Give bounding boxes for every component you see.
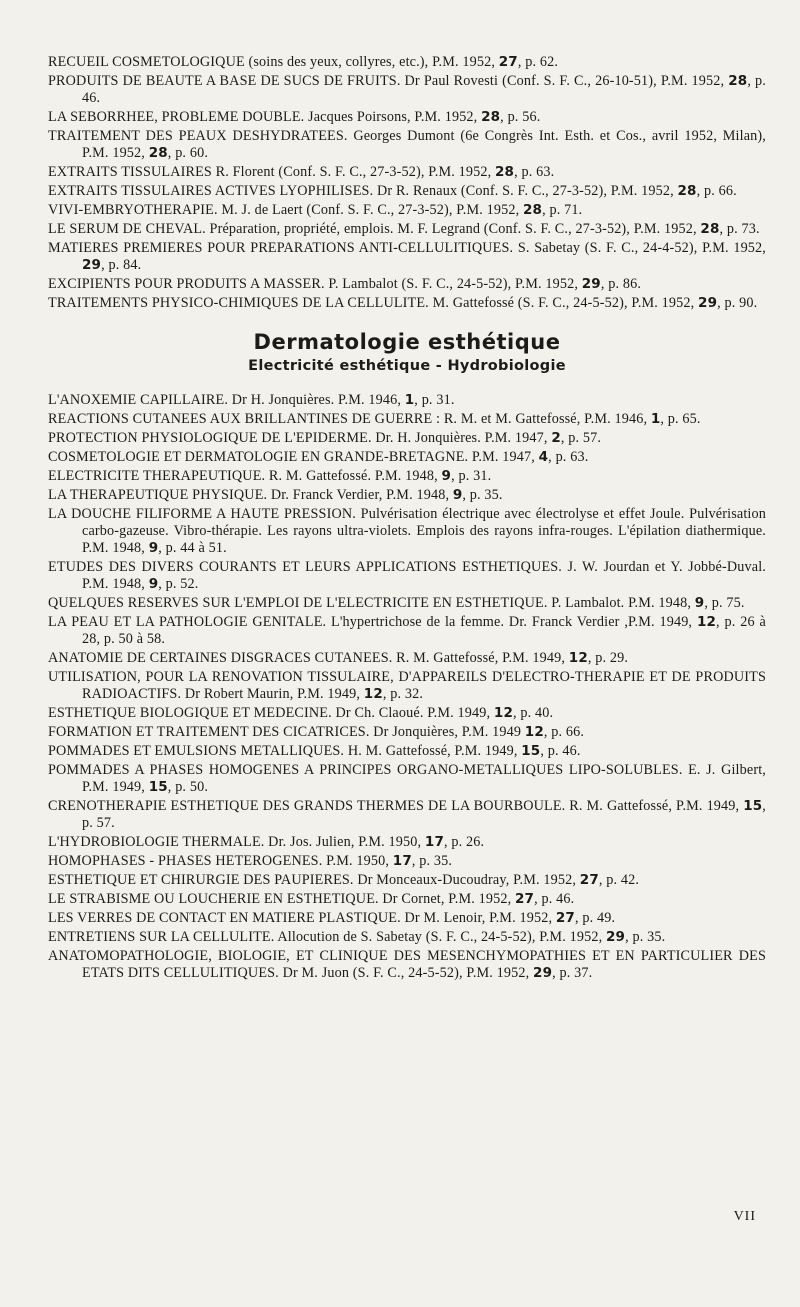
page-reference: , p. 31. — [414, 392, 455, 408]
entry-text: POMMADES ET EMULSIONS METALLIQUES. H. M. Gattefossé, P.M. 1949, — [48, 743, 522, 759]
entry-text: PRODUITS DE BEAUTE A BASE DE SUCS DE FRUITS. Dr Paul Rovesti (Conf. S. F. C., 26-10-51), P.M. 1952, — [48, 73, 729, 89]
index-entry — [48, 487, 766, 504]
entry-text: ESTHETIQUE ET CHIRURGIE DES PAUPIERES. Dr Monceaux-Ducoudray, P.M. 1952, — [48, 872, 580, 888]
index-entry — [48, 506, 766, 557]
entry-text: LA SEBORRHEE, PROBLEME DOUBLE. Jacques Poirsons, P.M. 1952, — [48, 109, 482, 125]
issue-number: 17 — [392, 853, 412, 869]
issue-number: 28 — [148, 145, 168, 161]
entry-text: REACTIONS CUTANEES AUX BRILLANTINES DE GUERRE : R. M. et M. Gattefossé, P.M. 1946, — [48, 411, 651, 427]
page-reference: , p. 57. — [560, 430, 602, 446]
entry-text: ANATOMIE DE CERTAINES DISGRACES CUTANEES. R. M. Gattefossé, P.M. 1949, — [48, 650, 569, 666]
entry-text: ANATOMOPATHOLOGIE, BIOLOGIE, ET CLINIQUE DES MESENCHYMOPATHIES ET EN PARTICULIER DES ETATS DITS CELLULITIQUES. Dr M. Juon (S. F. C., 24-5-52), P.M. 1952, — [48, 948, 766, 981]
section-title: Dermatologie esthétique — [253, 330, 561, 354]
page-reference: , p. 90. — [717, 295, 758, 311]
entry-text: FORMATION ET TRAITEMENT DES CICATRICES. Dr Jonquières, P.M. 1949 — [48, 724, 525, 740]
page-reference: , p. 29. — [587, 650, 629, 666]
page-reference: , p. 60. — [167, 145, 209, 161]
issue-number: 12 — [568, 650, 588, 666]
index-entry — [48, 164, 766, 181]
page-reference: , p. 40. — [513, 705, 554, 721]
entry-text: MATIERES PREMIERES POUR PREPARATIONS ANTI-CELLULITIQUES. S. Sabetay (S. F. C., 24-4-52), P.M. 1952, — [48, 240, 766, 256]
issue-number: 17 — [424, 834, 444, 850]
entry-text: ELECTRICITE THERAPEUTIQUE. R. M. Gattefossé. P.M. 1948, — [48, 468, 442, 484]
entry-text: PROTECTION PHYSIOLOGIQUE DE L'EPIDERME. Dr. H. Jonquières. P.M. 1947, — [48, 430, 552, 446]
dermatology-entry-list — [48, 392, 766, 982]
issue-number: 15 — [148, 779, 168, 795]
entry-text: L'ANOXEMIE CAPILLAIRE. Dr H. Jonquières. P.M. 1946, — [48, 392, 405, 408]
issue-number: 12 — [524, 724, 544, 740]
page-reference: , p. 86. — [600, 276, 642, 292]
page-reference: , p. 46. — [540, 743, 581, 759]
page-reference: , p. 71. — [542, 202, 583, 218]
entry-text: TRAITEMENTS PHYSICO-CHIMIQUES DE LA CELLULITE. M. Gattefossé (S. F. C., 24-5-52), P.M. 1952, — [48, 295, 699, 311]
entry-text: CRENOTHERAPIE ESTHETIQUE DES GRANDS THERMES DE LA BOURBOULE. R. M. Gattefossé, P.M. 1949, — [48, 798, 744, 814]
issue-number: 29 — [581, 276, 601, 292]
index-entry — [48, 872, 766, 889]
issue-number: 9 — [694, 595, 705, 611]
page-reference: , p. 49. — [574, 910, 616, 926]
issue-number: 27 — [498, 54, 518, 70]
index-entry — [48, 411, 766, 428]
page-reference: , p. 66. — [696, 183, 737, 199]
index-entry — [48, 430, 766, 447]
index-entry — [48, 202, 766, 219]
index-entry — [48, 183, 766, 200]
index-entry — [48, 240, 766, 274]
entry-text: LA PEAU ET LA PATHOLOGIE GENITALE. L'hypertrichose de la femme. Dr. Franck Verdier ,P.M. 1949, — [48, 614, 697, 630]
issue-number: 15 — [743, 798, 763, 814]
index-entry — [48, 295, 766, 312]
issue-number: 28 — [481, 109, 501, 125]
issue-number: 1 — [404, 392, 415, 408]
issue-number: 2 — [551, 430, 561, 446]
index-entry — [48, 705, 766, 722]
index-entry — [48, 853, 766, 870]
index-entry — [48, 449, 766, 466]
entry-text: RECUEIL COSMETOLOGIQUE (soins des yeux, collyres, etc.), P.M. 1952, — [48, 54, 499, 70]
entry-text: QUELQUES RESERVES SUR L'EMPLOI DE L'ELECTRICITE EN ESTHETIQUE. P. Lambalot. P.M. 1948, — [48, 595, 695, 611]
page-reference: , p. 63. — [514, 164, 555, 180]
index-entry — [48, 798, 766, 832]
entry-text: UTILISATION, POUR LA RENOVATION TISSULAIRE, D'APPAREILS D'ELECTRO-THERAPIE ET DE PRODUITS RADIOACTIFS. Dr Robert Maurin, P.M. 1949, — [48, 669, 766, 702]
page-reference: , p. 26. — [444, 834, 485, 850]
issue-number: 27 — [555, 910, 575, 926]
page-reference: , p. 63. — [548, 449, 589, 465]
page-reference: , p. 35. — [625, 929, 666, 945]
page-reference: , p. 26 à 28, p. 50 à 58. — [82, 614, 766, 647]
entry-text: EXCIPIENTS POUR PRODUITS A MASSER. P. Lambalot (S. F. C., 24-5-52), P.M. 1952, — [48, 276, 582, 292]
index-entry — [48, 834, 766, 851]
index-entry — [48, 128, 766, 162]
index-entry — [48, 221, 766, 238]
issue-number: 28 — [522, 202, 543, 218]
entry-text: EXTRAITS TISSULAIRES R. Florent (Conf. S. F. C., 27-3-52), P.M. 1952, — [48, 164, 495, 180]
entry-text: LE SERUM DE CHEVAL. Préparation, propriété, emplois. M. F. Legrand (Conf. S. F. C., 27-3-52), P.M. 1952, — [48, 221, 701, 237]
page-reference: , p. 37. — [552, 965, 593, 981]
issue-number: 28 — [700, 221, 720, 237]
issue-number: 4 — [538, 449, 549, 465]
page-reference: , p. 62. — [517, 54, 559, 70]
index-entry — [48, 948, 766, 982]
entry-text: TRAITEMENT DES PEAUX DESHYDRATEES. Georges Dumont (6e Congrès Int. Esth. et Cos., avril 1952, Milan), P.M. 1952, — [48, 128, 766, 161]
issue-number: 28 — [728, 73, 748, 89]
issue-number: 12 — [696, 614, 717, 630]
page-reference: , p. 65. — [660, 411, 701, 427]
page-reference: , p. 75. — [704, 595, 745, 611]
index-entry — [48, 762, 766, 796]
issue-number: 15 — [521, 743, 541, 759]
index-entry — [48, 669, 766, 703]
index-entry — [48, 468, 766, 485]
page-reference: , p. 73. — [719, 221, 760, 237]
index-entry — [48, 724, 766, 741]
issue-number: 29 — [605, 929, 626, 945]
index-entry — [48, 392, 766, 409]
page-reference: , p. 52. — [158, 576, 199, 592]
issue-number: 27 — [514, 891, 535, 907]
entry-text: L'HYDROBIOLOGIE THERMALE. Dr. Jos. Julien, P.M. 1950, — [48, 834, 425, 850]
entry-text: HOMOPHASES - PHASES HETEROGENES. P.M. 1950, — [48, 853, 393, 869]
entry-text: COSMETOLOGIE ET DERMATOLOGIE EN GRANDE-BRETAGNE. P.M. 1947, — [48, 449, 539, 465]
page-reference: , p. 32. — [382, 686, 424, 702]
page-reference: , p. 46. — [534, 891, 575, 907]
index-entry — [48, 595, 766, 612]
index-entry — [48, 54, 766, 71]
entry-text: LA DOUCHE FILIFORME A HAUTE PRESSION. Pulvérisation électrique avec électrolyse et effet Joule. Pulvérisation carbo-gazeuse. Vibro-thérapie. Les rayons ultra-violets. Emplois des rayons infra-rouges. L'épilation diathermique. P.M. 1948, — [48, 506, 766, 556]
page-reference: , p. 35. — [462, 487, 503, 503]
index-entry — [48, 743, 766, 760]
issue-number: 1 — [650, 411, 661, 427]
page-reference: , p. 66. — [543, 724, 585, 740]
index-entry — [48, 929, 766, 946]
index-entry — [48, 73, 766, 107]
entry-text: LE STRABISME OU LOUCHERIE EN ESTHETIQUE. Dr Cornet, P.M. 1952, — [48, 891, 515, 907]
issue-number: 9 — [452, 487, 463, 503]
entry-text: ENTRETIENS SUR LA CELLULITE. Allocution de S. Sabetay (S. F. C., 24-5-52), P.M. 1952, — [48, 929, 606, 945]
page-reference: , p. 84. — [101, 257, 142, 273]
entry-text: ETUDES DES DIVERS COURANTS ET LEURS APPLICATIONS ESTHETIQUES. J. W. Jourdan et Y. Jobbé-Duval. P.M. 1948, — [48, 559, 766, 592]
index-entry — [48, 276, 766, 293]
section-subtitle: Electricité esthétique - Hydrobiologie — [248, 358, 566, 374]
page-reference: , p. 35. — [411, 853, 453, 869]
page-reference: , p. 57. — [82, 798, 766, 831]
cosmetology-entry-list — [48, 54, 766, 312]
issue-number: 29 — [698, 295, 718, 311]
page-reference: , p. 31. — [451, 468, 492, 484]
page-reference: , p. 56. — [500, 109, 541, 125]
index-entry — [48, 614, 766, 648]
issue-number: 27 — [579, 872, 599, 888]
index-column — [48, 54, 766, 984]
issue-number: 12 — [363, 686, 383, 702]
entry-text: LA THERAPEUTIQUE PHYSIQUE. Dr. Franck Verdier, P.M. 1948, — [48, 487, 453, 503]
index-entry — [48, 559, 766, 593]
issue-number: 12 — [493, 705, 513, 721]
page-reference: , p. 50. — [167, 779, 209, 795]
index-entry — [48, 891, 766, 908]
entry-text: EXTRAITS TISSULAIRES ACTIVES LYOPHILISES. Dr R. Renaux (Conf. S. F. C., 27-3-52), P.M. 1952, — [48, 183, 678, 199]
page-reference: , p. 46. — [82, 73, 766, 106]
index-entry — [48, 650, 766, 667]
issue-number: 29 — [82, 257, 102, 273]
issue-number: 9 — [441, 468, 452, 484]
page-folio: VII — [733, 1209, 756, 1224]
entry-text: VIVI-EMBRYOTHERAPIE. M. J. de Laert (Conf. S. F. C., 27-3-52), P.M. 1952, — [48, 202, 523, 218]
entry-text: ESTHETIQUE BIOLOGIQUE ET MEDECINE. Dr Ch. Claoué. P.M. 1949, — [48, 705, 494, 721]
page-reference: , p. 42. — [598, 872, 640, 888]
index-entry — [48, 109, 766, 126]
issue-number: 9 — [148, 540, 159, 556]
issue-number: 9 — [148, 576, 159, 592]
entry-text: LES VERRES DE CONTACT EN MATIERE PLASTIQUE. Dr M. Lenoir, P.M. 1952, — [48, 910, 556, 926]
page-reference: , p. 44 à 51. — [158, 540, 227, 556]
entry-text: POMMADES A PHASES HOMOGENES A PRINCIPES ORGANO-METALLIQUES LIPO-SOLUBLES. E. J. Gilbert, P.M. 1949, — [48, 762, 766, 795]
issue-number: 28 — [677, 183, 697, 199]
index-entry — [48, 910, 766, 927]
issue-number: 28 — [494, 164, 515, 180]
issue-number: 29 — [533, 965, 553, 981]
